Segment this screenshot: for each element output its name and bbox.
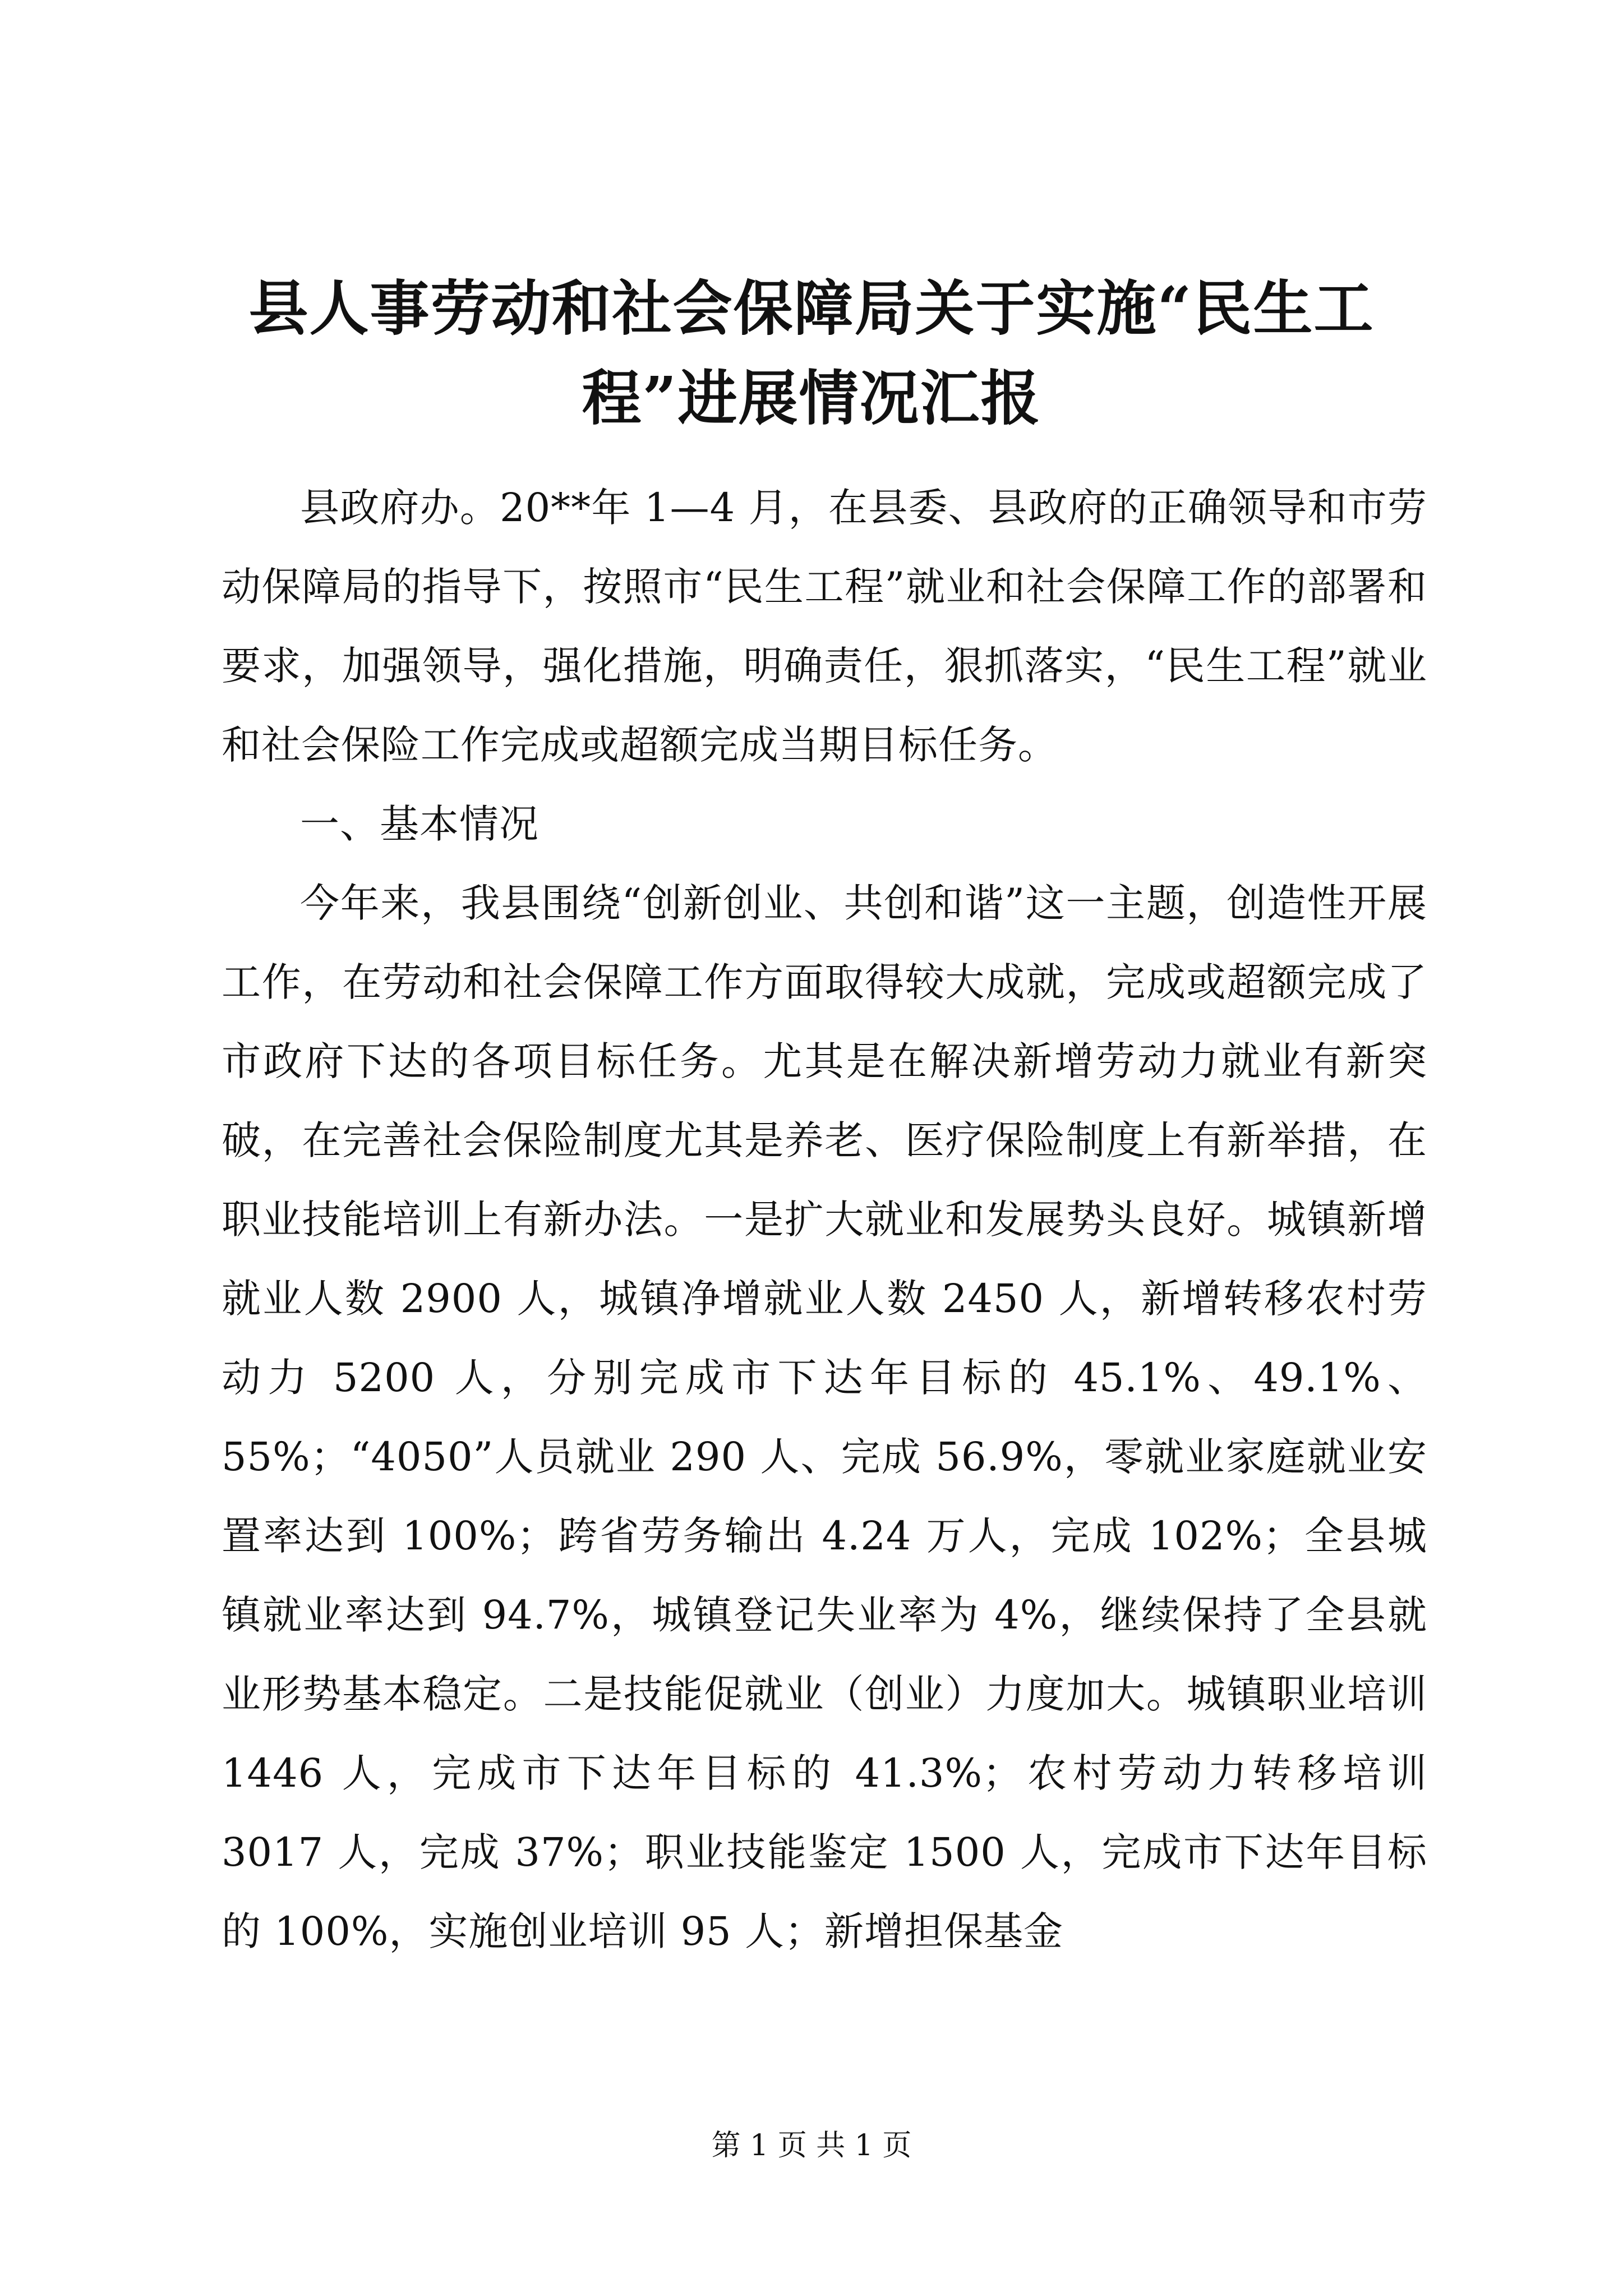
title-line-1: 县人事劳动和社会保障局关于实施“民生工 <box>248 273 1375 343</box>
document-body <box>222 468 1427 1971</box>
section-heading-basic-situation: 一、基本情况 <box>300 801 539 847</box>
title-line-2: 程”进展情况汇报 <box>582 363 1041 433</box>
page-footer: 第 1 页 共 1 页 <box>711 2129 912 2162</box>
paragraph-basic-situation: 今年来，我县围绕“创新创业、共创和谐”这一主题，创造性开展工作，在劳动和社会保障工作方面取得较大成就，完成或超额完成了市政府下达的各项目标任务。尤其是在解决新增劳动力就业有新突破，在完善社会保险制度尤其是养老、医疗保险制度上有新举措，在职业技能培训上有新办法。一是扩大就业和发展势头良好。城镇新增就业人数 2900 人，城镇净增就业人数 2450 人，新增转移农村劳动力 5200 人，分别完成市下达年目标的 45.1%、49.1%、55%；“4050”人员就业 290 人、完成 56.9%，零就业家庭就业安置率达到 100%；跨省劳务输出 4.24 万人，完成 102%；全县城镇就业率达到 94.7%，城镇登记失业率为 4%，继续保持了全县就业形势基本稳定。二是技能促就业（创业）力度加大。城镇职业培训 1446 人，完成市下达年目标的 41.3%；农村劳动力转移培训 3017 人，完成 37%；职业技能鉴定 1500 人，完成市下达年目标的 100%，实施创业培训 95 人；新增担保基金 <box>222 880 1427 1954</box>
paragraph-intro: 县政府办。20**年 1—4 月，在县委、县政府的正确领导和市劳动保障局的指导下，按照市“民生工程”就业和社会保障工作的部署和要求，加强领导，强化措施，明确责任，狠抓落实，“民生工程”就业和社会保险工作完成或超额完成当期目标任务。 <box>222 485 1427 768</box>
document-title <box>168 264 1455 443</box>
